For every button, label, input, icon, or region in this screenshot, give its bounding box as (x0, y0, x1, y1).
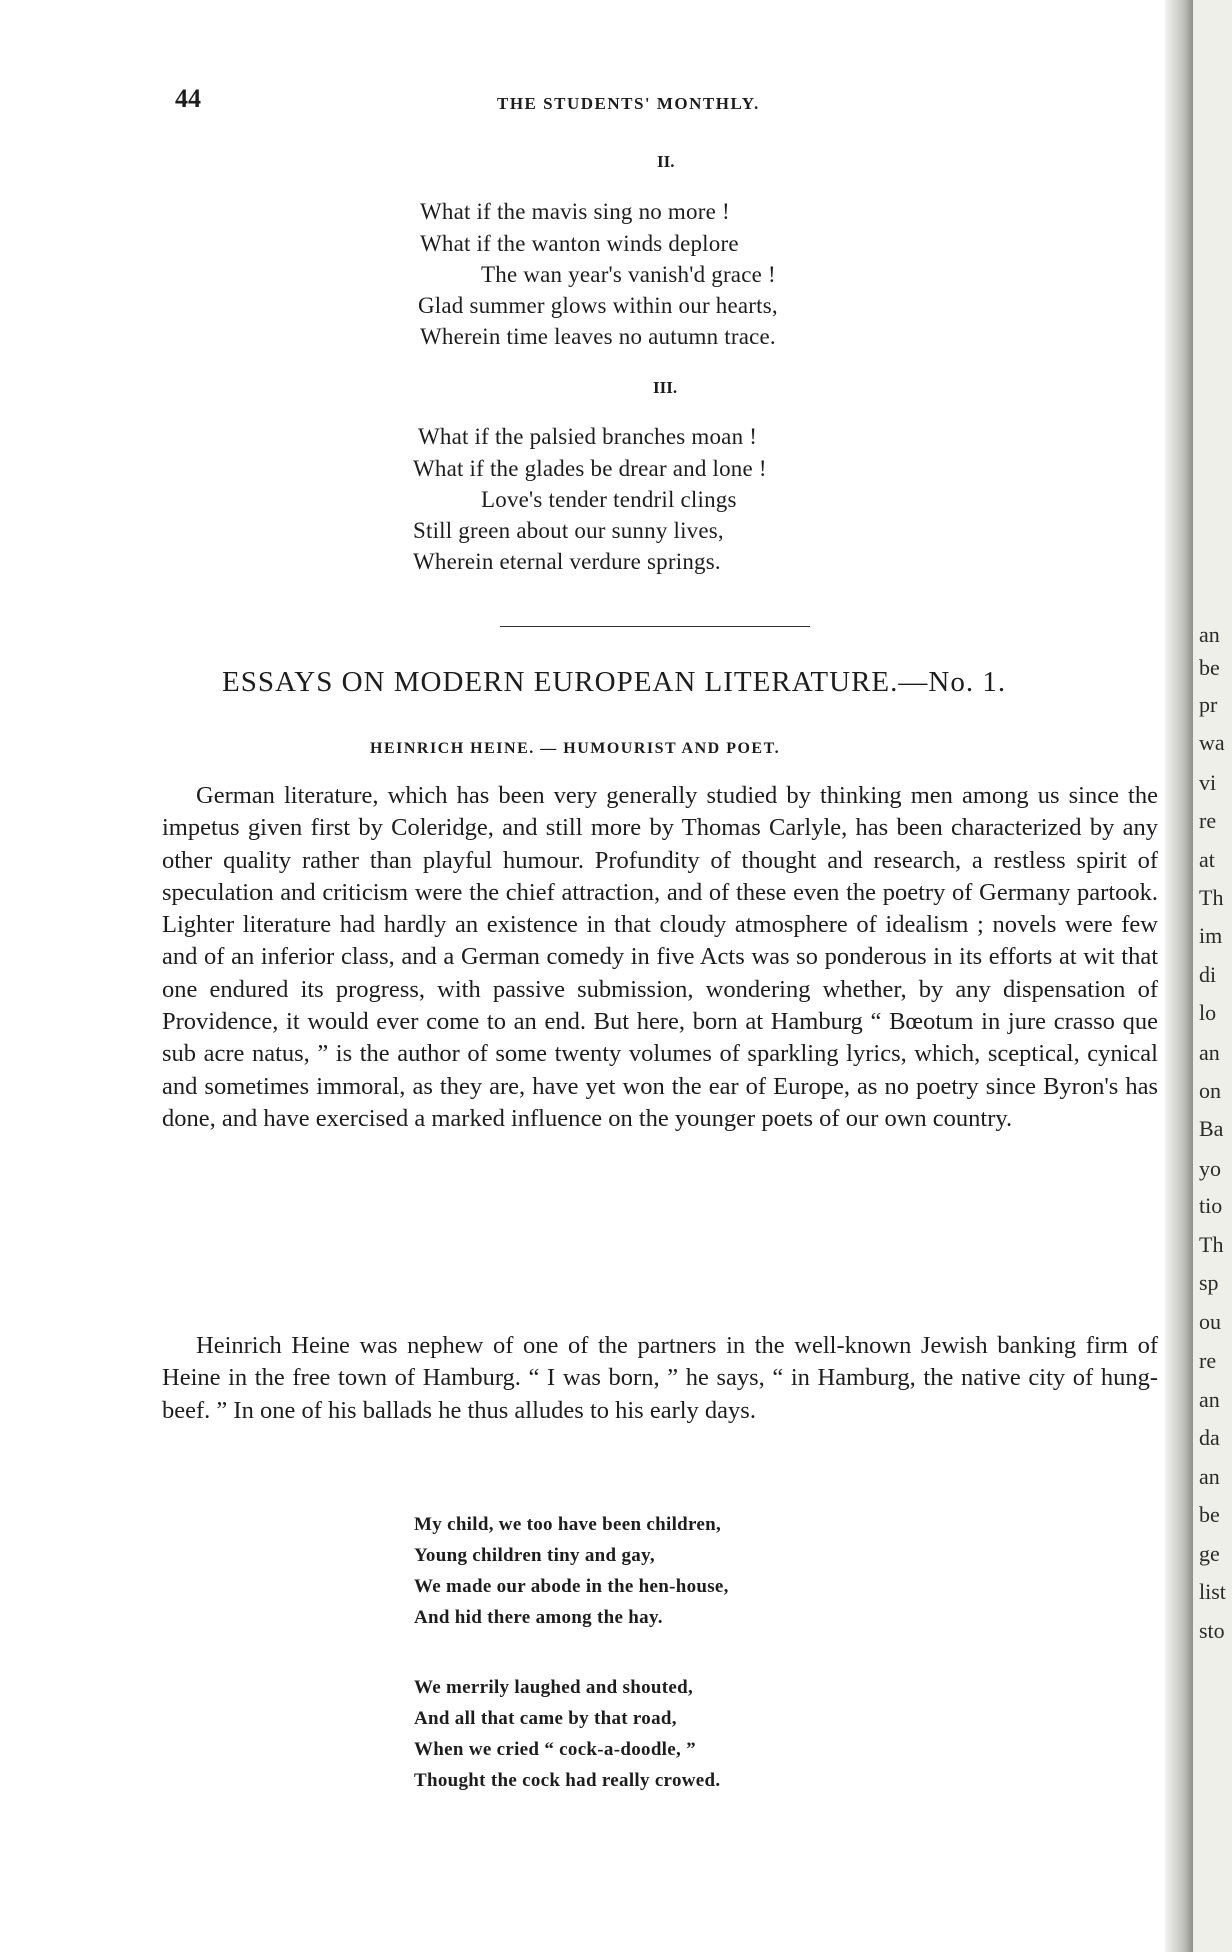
adjacent-page-fragment: an (1199, 622, 1220, 647)
essay-paragraph: German literature, which has been very generally studied by thinking men among us since the impetus given first by Coleridge, and still more by Thomas Carlyle, has been characterized by any other quality rather than playful humour. Profundity of thought and research, a restless spirit of speculation and criticism were the chief attraction, and of these even the poetry of Germany partook. Lighter literature had hardly an existence in that cloudy atmosphere of idealism ; novels were few and of an inferior class, and a German comedy in five Acts was so ponderous in its efforts at wit that one endured its progress, with passive submission, wondering whether, by any dispensation of Providence, it would ever come to an end. But here, born at Hamburg “ Bœotum in jure crasso que sub acre natus, ” is the author of some twenty volumes of sparkling lyrics, which, sceptical, cynical and sometimes immoral, as they are, have yet won the ear of Europe, as no poetry since Byron's has done, and have exercised a marked influence on the younger poets of our own country. (162, 782, 1158, 1132)
essay-paragraph: Heinrich Heine was nephew of one of the partners in the well-known Jewish banking firm of Heine in the free town of Hamburg. “ I was born, ” he says, “ in Hamburg, the native city of hung-beef. ” In one of his ballads he thus alludes to his early days. (162, 1332, 1158, 1424)
adjacent-page-edge (1193, 0, 1232, 1952)
adjacent-page-fragment: ou (1199, 1309, 1221, 1334)
adjacent-page-fragment: sp (1199, 1270, 1219, 1295)
poem-line: The wan year's vanish'd grace ! (481, 262, 776, 287)
page-number: 44 (175, 84, 201, 113)
adjacent-page-fragment: re (1199, 1348, 1217, 1373)
adjacent-page-fragment: yo (1199, 1156, 1221, 1181)
ballad-line: Young children tiny and gay, (414, 1545, 655, 1566)
poem-line: What if the mavis sing no more ! (420, 199, 730, 224)
ballad-line: We made our abode in the hen-house, (414, 1576, 729, 1597)
poem-line: Glad summer glows within our hearts, (418, 293, 778, 318)
adjacent-page-fragment: sto (1199, 1618, 1225, 1643)
adjacent-page-fragment: im (1199, 923, 1223, 948)
adjacent-page-fragment: lo (1199, 1000, 1217, 1025)
ballad-line: And all that came by that road, (414, 1708, 677, 1729)
section-divider (500, 626, 810, 627)
adjacent-page-fragment: an (1199, 1387, 1220, 1412)
adjacent-page-fragment: re (1199, 808, 1217, 833)
poem-line: Still green about our sunny lives, (413, 518, 724, 543)
poem-line: Wherein time leaves no autumn trace. (420, 324, 776, 349)
stanza-numeral: II. (657, 152, 675, 171)
adjacent-page-fragment: vi (1199, 770, 1217, 795)
adjacent-page-fragment: Ba (1199, 1116, 1224, 1141)
adjacent-page-fragment: be (1199, 1502, 1220, 1527)
poem-line: What if the wanton winds deplore (420, 231, 739, 256)
adjacent-page-fragment: list (1199, 1579, 1226, 1604)
poem-line: Love's tender tendril clings (481, 487, 737, 512)
book-gutter (1165, 0, 1193, 1952)
ballad-line: My child, we too have been children, (414, 1514, 722, 1535)
essay-subtitle: HEINRICH HEINE. — HUMOURIST AND POET. (370, 740, 781, 757)
adjacent-page-fragment: Th (1199, 885, 1224, 910)
stanza-numeral: III. (653, 378, 678, 397)
adjacent-page-fragment: Th (1199, 1232, 1224, 1257)
poem-line: What if the palsied branches moan ! (418, 424, 758, 449)
ballad-line: And hid there among the hay. (414, 1607, 663, 1628)
ballad-line: When we cried “ cock-a-doodle, ” (414, 1739, 696, 1760)
adjacent-page-fragment: di (1199, 962, 1217, 987)
adjacent-page-fragment: an (1199, 1464, 1220, 1489)
adjacent-page-fragment: an (1199, 1040, 1220, 1065)
ballad-line: Thought the cock had really crowed. (414, 1770, 721, 1791)
poem-line: Wherein eternal verdure springs. (413, 549, 721, 574)
adjacent-page-fragment: be (1199, 655, 1220, 680)
adjacent-page-fragment: wa (1199, 730, 1225, 755)
adjacent-page-fragment: da (1199, 1425, 1220, 1450)
running-head: THE STUDENTS' MONTHLY. (497, 94, 760, 113)
adjacent-page-fragment: tio (1199, 1193, 1223, 1218)
poem-line: What if the glades be drear and lone ! (413, 456, 767, 481)
adjacent-page-fragment: pr (1199, 692, 1218, 717)
adjacent-page-fragment: on (1199, 1078, 1221, 1103)
adjacent-page-fragment: ge (1199, 1541, 1220, 1566)
essay-title: ESSAYS ON MODERN EUROPEAN LITERATURE.—No. 1. (222, 666, 1007, 698)
ballad-line: We merrily laughed and shouted, (414, 1677, 694, 1698)
adjacent-page-fragment: at (1199, 847, 1215, 872)
